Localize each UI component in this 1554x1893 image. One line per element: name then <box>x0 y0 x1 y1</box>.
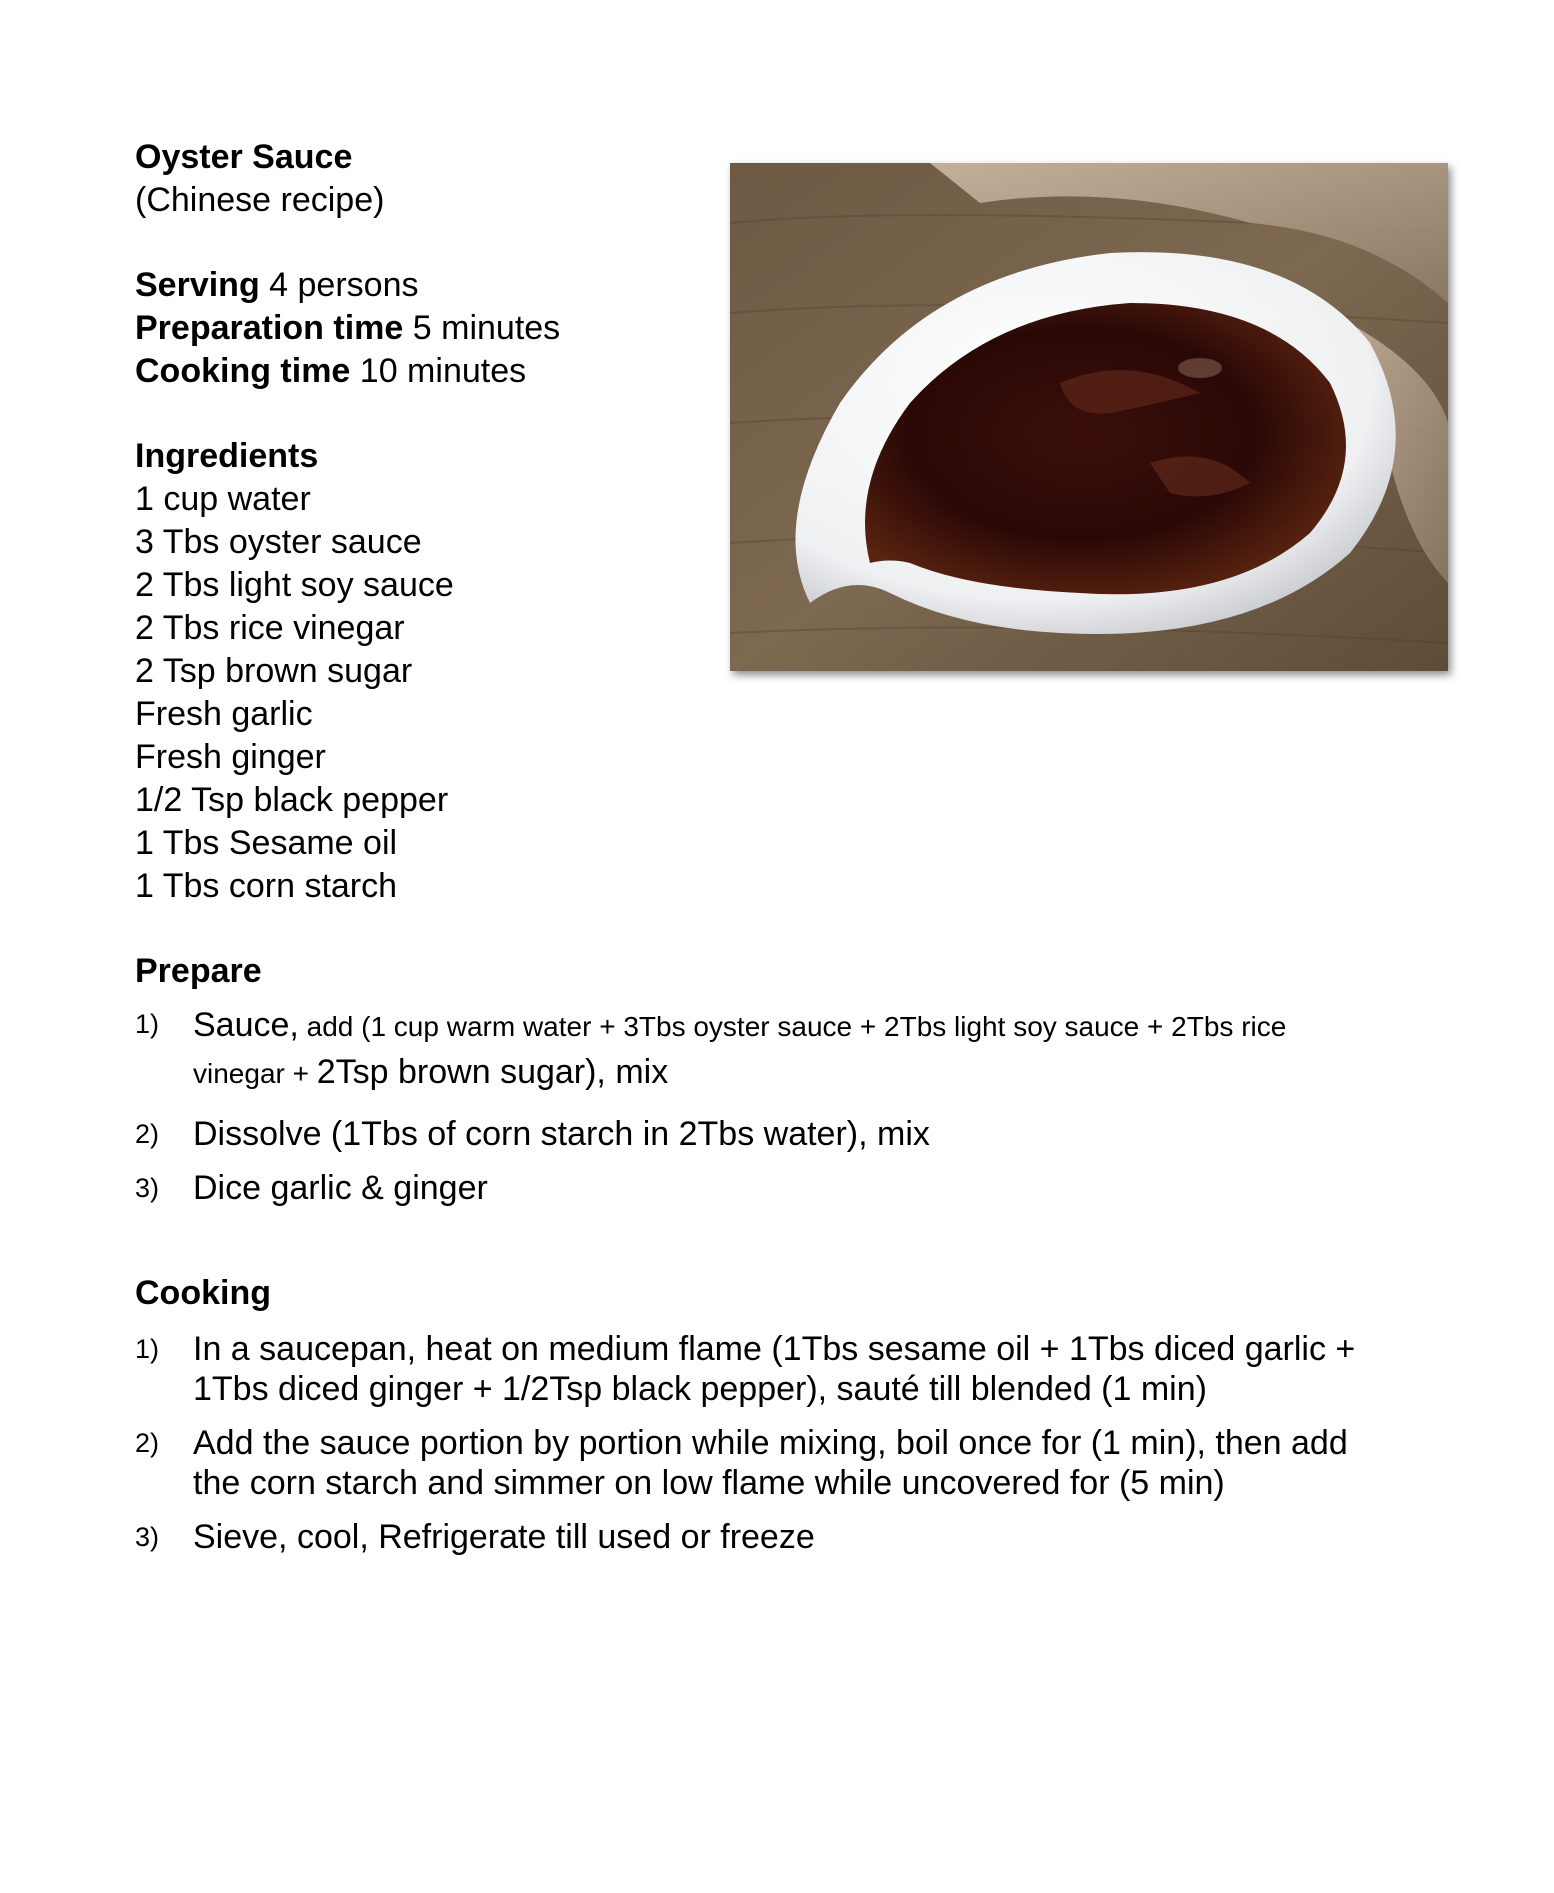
prepare-step-1-text: add (1 cup warm water + 3Tbs oyster sauce + 2Tbs light soy sauce + 2Tbs rice <box>298 1011 1287 1042</box>
cook-time-row <box>135 350 526 393</box>
prep-time-row <box>135 307 560 350</box>
prepare-step-number: 2) <box>135 1119 160 1149</box>
cooking-step-1-cont: 1Tbs diced ginger + 1/2Tsp black pepper), sauté till blended (1 min) <box>193 1370 1207 1408</box>
cooking-step-2-cont: the corn starch and simmer on low flame while uncovered for (5 min) <box>193 1464 1225 1502</box>
prepare-heading: Prepare <box>135 952 262 990</box>
cooking-step-2: Add the sauce portion by portion while mixing, boil once for (1 min), then add <box>193 1424 1348 1462</box>
prepare-step-1 <box>193 1005 1286 1047</box>
serving-row <box>135 264 419 307</box>
cooking-step-number: 1) <box>135 1334 160 1364</box>
prep-time-label: Preparation time <box>135 309 404 347</box>
ingredients-heading: Ingredients <box>135 437 319 475</box>
cooking-heading: Cooking <box>135 1274 271 1312</box>
cooking-step-1: In a saucepan, heat on medium flame (1Tbs sesame oil + 1Tbs diced garlic + <box>193 1330 1356 1368</box>
ingredient-item: 1/2 Tsp black pepper <box>135 781 449 819</box>
oyster-sauce-photo <box>730 163 1448 671</box>
ingredient-item: Fresh ginger <box>135 738 326 776</box>
cook-time-label: Cooking time <box>135 352 351 390</box>
ingredient-item: 2 Tbs rice vinegar <box>135 609 405 647</box>
ingredient-item: Fresh garlic <box>135 695 313 733</box>
prepare-step-1-small: vinegar + <box>193 1058 317 1089</box>
serving-label: Serving <box>135 266 260 304</box>
ingredient-item: 3 Tbs oyster sauce <box>135 523 422 561</box>
cooking-step-number: 2) <box>135 1428 160 1458</box>
prepare-step-number: 3) <box>135 1173 160 1203</box>
sauce-bowl-illustration <box>730 163 1448 671</box>
prepare-step-2: Dissolve (1Tbs of corn starch in 2Tbs water), mix <box>193 1115 930 1153</box>
ingredient-item: 1 Tbs corn starch <box>135 867 398 905</box>
ingredient-item: 2 Tsp brown sugar <box>135 652 413 690</box>
ingredient-item: 1 cup water <box>135 480 311 518</box>
ingredient-item: 2 Tbs light soy sauce <box>135 566 454 604</box>
serving-value: 4 persons <box>269 266 419 304</box>
prepare-step-1-end: 2Tsp brown sugar), mix <box>316 1053 669 1091</box>
ingredient-item: 1 Tbs Sesame oil <box>135 824 398 862</box>
prepare-step-1-lead: Sauce, <box>193 1006 299 1044</box>
cooking-step-number: 3) <box>135 1522 160 1552</box>
prepare-step-3: Dice garlic & ginger <box>193 1169 488 1207</box>
prepare-step-1-cont <box>193 1052 668 1094</box>
cooking-step-3: Sieve, cool, Refrigerate till used or freeze <box>193 1518 815 1556</box>
prepare-step-number: 1) <box>135 1009 160 1039</box>
cook-time-value: 10 minutes <box>359 352 527 390</box>
recipe-subtitle: (Chinese recipe) <box>135 181 385 219</box>
recipe-title: Oyster Sauce <box>135 138 353 176</box>
prep-time-value: 5 minutes <box>412 309 561 347</box>
